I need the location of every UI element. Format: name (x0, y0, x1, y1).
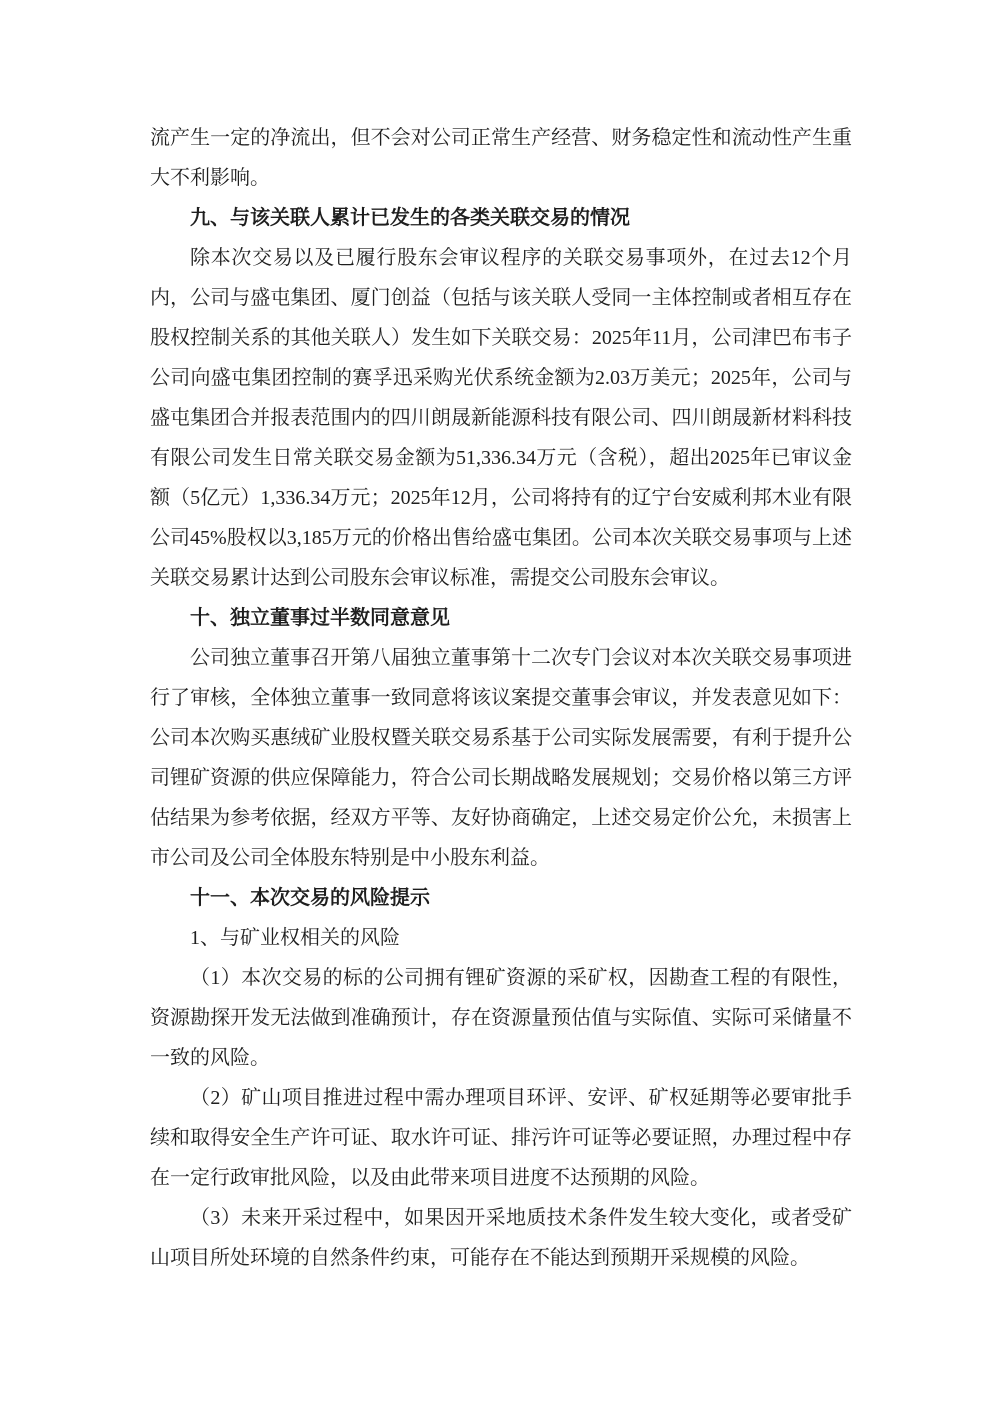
paragraph-continuation-impact: 流产生一定的净流出，但不会对公司正常生产经营、财务稳定性和流动性产生重大不利影响。 (150, 127, 852, 189)
section-heading-11-risk-notice: 十一、本次交易的风险提示 (190, 887, 430, 909)
paragraph-risk-1: （1）本次交易的标的公司拥有锂矿资源的采矿权，因勘查工程的有限性，资源勘探开发无法做到准确预计，存在资源量预估值与实际值、实际可采储量不一致的风险。 (150, 967, 852, 1069)
section-heading-10-independent-directors-opinion: 十、独立董事过半数同意意见 (190, 607, 450, 629)
paragraph-section-10-body: 公司独立董事召开第八届独立董事第十二次专门会议对本次关联交易事项进行了审核，全体独立董事一致同意将该议案提交董事会审议，并发表意见如下：公司本次购买惠绒矿业股权暨关联交易系基于公司实际发展需要，有利于提升公司锂矿资源的供应保障能力，符合公司长期战略发展规划；交易价格以第三方评估结果为参考依据，经双方平等、友好协商确定，上述交易定价公允，未损害上市公司及公司全体股东特别是中小股东利益。 (150, 647, 852, 869)
section-heading-9-accumulated-related-transactions: 九、与该关联人累计已发生的各类关联交易的情况 (190, 207, 630, 229)
sub-item-1-mining-rights-risk: 1、与矿业权相关的风险 (190, 927, 400, 949)
paragraph-risk-3: （3）未来开采过程中，如果因开采地质技术条件发生较大变化，或者受矿山项目所处环境的自然条件约束，可能存在不能达到预期开采规模的风险。 (150, 1207, 852, 1269)
paragraph-risk-2: （2）矿山项目推进过程中需办理项目环评、安评、矿权延期等必要审批手续和取得安全生产许可证、取水许可证、排污许可证等必要证照，办理过程中存在一定行政审批风险，以及由此带来项目进度不达预期的风险。 (150, 1087, 852, 1189)
paragraph-section-9-body: 除本次交易以及已履行股东会审议程序的关联交易事项外，在过去12个月内，公司与盛屯集团、厦门创益（包括与该关联人受同一主体控制或者相互存在股权控制关系的其他关联人）发生如下关联交易：2025年11月，公司津巴布韦子公司向盛屯集团控制的赛孚迅采购光伏系统金额为2.03万美元；2025年，公司与盛屯集团合并报表范围内的四川朗晟新能源科技有限公司、四川朗晟新材料科技有限公司发生日常关联交易金额为51,336.34万元（含税），超出2025年已审议金额（5亿元）1,336.34万元；2025年12月，公司将持有的辽宁台安威利邦木业有限公司45%股权以3,185万元的价格出售给盛屯集团。公司本次关联交易事项与上述关联交易累计达到公司股东会审议标准，需提交公司股东会审议。 (150, 247, 852, 589)
